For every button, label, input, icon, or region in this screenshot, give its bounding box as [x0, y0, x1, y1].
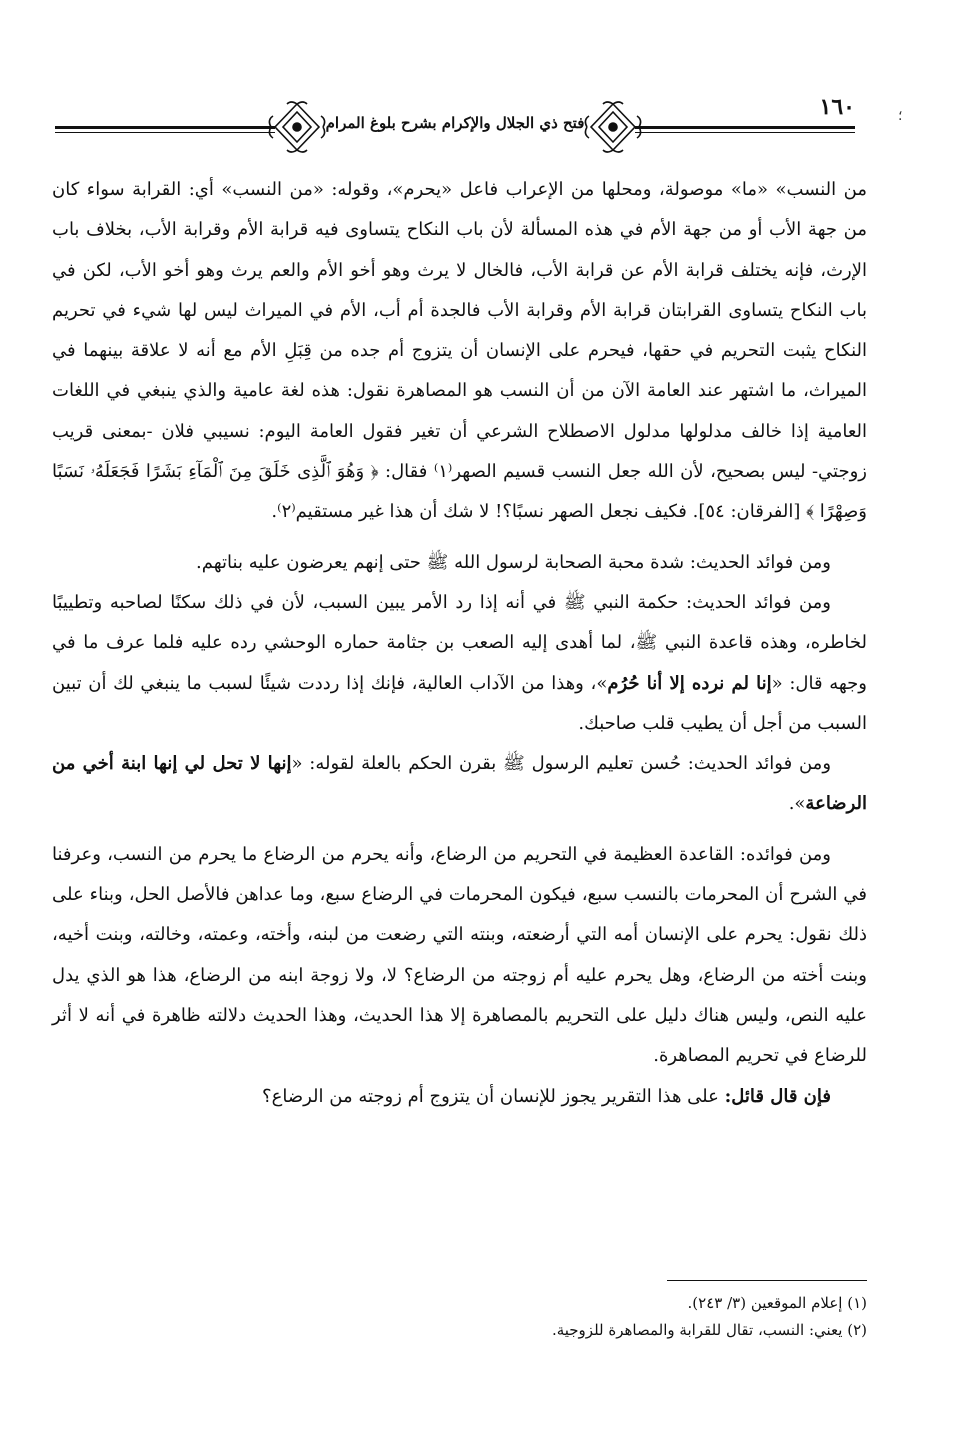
page-number: ١٦٠ — [819, 94, 855, 120]
paragraph — [52, 543, 867, 583]
running-title: فتح ذي الجلال والإكرام بشرح بلوغ المرام — [325, 114, 585, 132]
header-rule-left-thin — [55, 132, 275, 133]
header-rule-right — [635, 126, 855, 129]
footnote-separator — [667, 1280, 867, 1281]
footnotes — [107, 1290, 867, 1344]
bold-text-segment: فإن قال قائل: — [724, 1085, 831, 1107]
ornament-left-icon — [267, 100, 327, 154]
text-segment: ومن فوائد الحديث: شدة محبة الصحابة لرسول الله ﷺ حتى إنهم يعرضون عليه بناتهم. — [196, 551, 831, 573]
paragraph — [52, 835, 867, 1077]
page-body — [52, 170, 867, 1117]
header-rule-right-thin — [635, 132, 855, 133]
paragraph — [52, 583, 867, 744]
bold-text-segment: إنا لم نرده إلا أنا حُرُم — [607, 672, 772, 694]
text-segment: »، وهذا من الآداب العالية، فإنك إذا رددت شيئًا لسبب ما ينبغي لك أن تبين السبب من أجل أن يطيب قلب صاحبك. — [52, 672, 867, 734]
paragraph — [52, 170, 867, 533]
text-segment: ومن فوائد الحديث: حُسن تعليم الرسول ﷺ بقرن الحكم بالعلة لقوله: « — [291, 753, 832, 775]
ornament-right-icon — [583, 100, 643, 154]
header-rule-left — [55, 126, 275, 129]
bold-text-segment: إنها لا تحل لي إنها ابنة أخي من الرضاعة — [52, 753, 867, 815]
paragraph — [52, 744, 867, 825]
footnote: (١) إعلام الموقعين (٣/ ٢٤٣). — [687, 1294, 867, 1312]
text-segment: على هذا التقرير يجوز للإنسان أن يتزوج أم زوجته من الرضاع؟ — [262, 1085, 725, 1107]
paragraph — [52, 1077, 867, 1117]
text-segment: ومن فوائد الحديث: حكمة النبي ﷺ في أنه إذا رد الأمر يبين السبب، لأن في ذلك سكنًا لصاحبه وتطييبًا لخاطره، وهذه قاعدة النبي ﷺ، لما أهدى إليه الصعب بن جثامة حماره الوحشي رده عليه فلما عرف ما في وجهه قال: « — [52, 591, 867, 694]
text-segment: ». — [788, 793, 806, 815]
page-header — [55, 92, 855, 162]
footnote: (٢) يعني: النسب، تقال للقرابة والمصاهرة للزوجية. — [551, 1321, 867, 1339]
text-segment: ومن فوائده: القاعدة العظيمة في التحريم من الرضاع، وأنه يحرم من الرضاع ما يحرم من النسب، وعرفنا في الشرح أن المحرمات بالنسب سبع، فيكون المحرمات في الرضاع سبع، وما عداهن فالأصل الحل، وبناء على ذلك نقول: يحرم على الإنسان أمه التي أرضعته، وبنته التي رضعت من لبنه، وأخته، وعمته، وخالته، وبنت أخيه، وبنت أخته من الرضاع، وهل يحرم عليه أم زوجته من الرضاع؟ لا، ولا زوجة ابنه من الرضاع، هذا هو الذي يدل عليه النص، وليس هناك دليل على التحريم بالمصاهرة إلا هذا الحديث، وهذا الحديث دلالته ظاهرة في أنه لا أثر للرضاع في تحريم المصاهرة. — [52, 843, 867, 1067]
margin-mark: ؛ — [898, 108, 903, 124]
text-segment: من النسب» «ما» موصولة، ومحلها من الإعراب فاعل «يحرم»، وقوله: «من النسب» أي: القرابة سواء كان من جهة الأب أو من جهة الأم في هذه المسألة لأن باب النكاح يتساوى فيه قرابة الأم وقرابة الأب، بخلاف باب الإرث، فإنه يختلف قرابة الأم عن قرابة الأب، فالخال لا يرث وهو أخو الأم والعم يرث وهو أخو الأب، لكن في باب النكاح يتساوى القرابتان قرابة الأم وقرابة الأب فالجدة أم أب، الأم في الميراث ليس لها شيء في تحريم النكاح يثبت التحريم في حقها، فيحرم على الإنسان أن يتزوج أم جده من قِبَلِ الأم مع أنه لا علاقة بينهما في الميراث، ما اشتهر عند العامة الآن من أن النسب هو المصاهرة نقول: هذه لغة عامية والذي ينبغي في اللغات العامية إذا خالف مدلولها مدلول الاصطلاح الشرعي أن تغير فقول العامة اليوم: نسيبي فلان -بمعنى قريب زوجتي- ليس بصحيح، لأن الله جعل النسب قسيم الصهر⁽١⁾ فقال: ﴿ وَهُوَ ٱلَّذِى خَلَقَ مِنَ ٱلْمَآءِ بَشَرًا فَجَعَلَهُۥ نَسَبًا وَصِهْرًا ﴾ [الفرقان: ٥٤]. فكيف نجعل الصهر نسبًا؟! لا شك أن هذا غير مستقيم⁽٢⁾. — [52, 179, 867, 523]
